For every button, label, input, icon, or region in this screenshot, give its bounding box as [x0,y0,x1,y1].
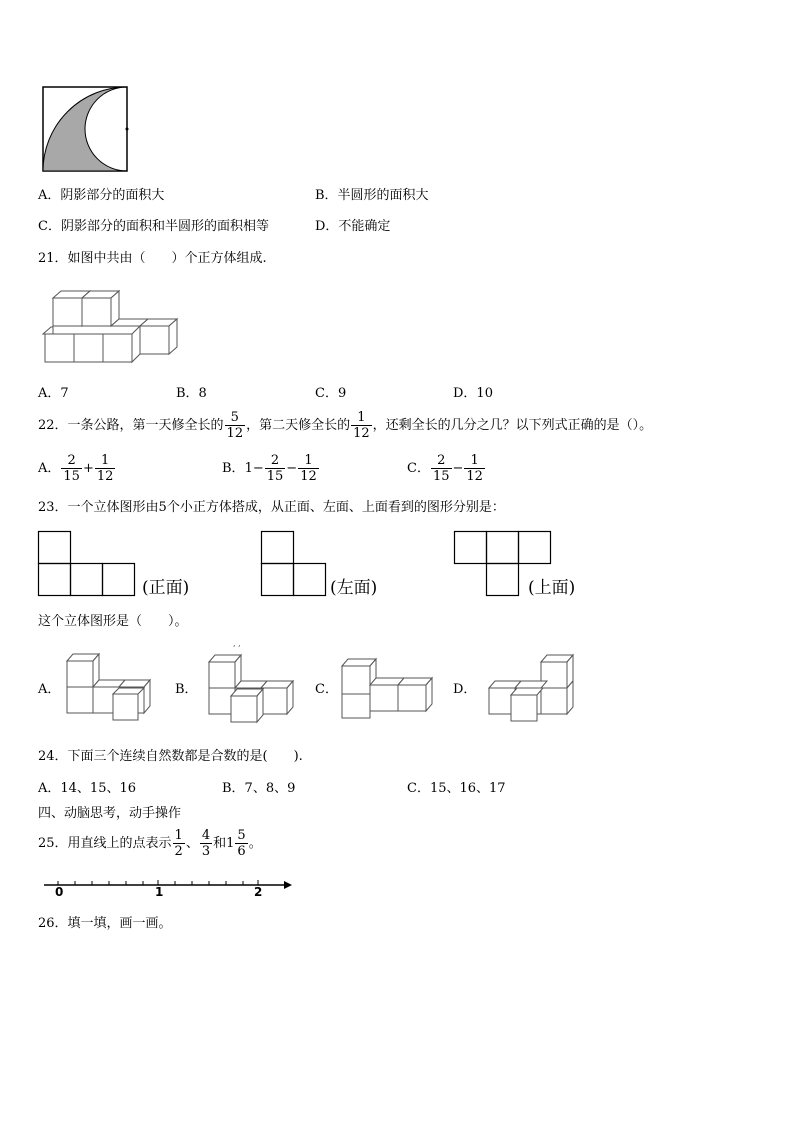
q21-stem: 21．如图中共由（ ）个正方体组成. [38,251,267,266]
q23-option-c-label: C． [315,682,338,697]
q23-top-label: (上面) [528,578,576,598]
q22-stem-part2: ，第二天修全长的 [246,417,351,433]
q25-label-2: 2 [254,885,263,899]
q25-fraction-1: $\frac{1}{2}$ [174,828,183,859]
q22-stem-part3: ，还剩全长的几分之几？以下列式正确的是（）。 [372,417,653,433]
q26-stem: 26．填一填，画一画。 [38,916,172,931]
q21-option-d: D．10 [453,386,493,401]
q21-option-a: A．7 [38,386,69,401]
q24-option-b: B．7、8、9 [222,781,296,796]
q25-label-0: 0 [55,885,64,899]
q23-stem: 23．一个立体图形由5个小正方体搭成，从正面、左面、上面看到的图形分别是： [38,500,505,515]
q23-option-a-figure [63,652,158,722]
q25-fraction-3: $\frac{5}{6}$ [237,828,246,859]
q23-option-b-figure [205,640,300,725]
q22-stem [38,410,652,441]
q24-option-c: C．15、16、17 [407,781,506,796]
q23-front-view [38,531,138,597]
q25-label-1: 1 [155,885,164,899]
q23-option-b-label: B． [175,682,198,697]
q25-fraction-2: $\frac{4}{3}$ [201,828,211,859]
q22-fraction-2: $\frac{1}{12}$ [353,410,370,441]
q23-question: 这个立体图形是（ ）。 [38,614,188,629]
q25-stem: 25．用直线上的点表示 $\frac{1}{2}$ 、 $\frac{4}{3}$ 和1 $\frac{5}{6}$ 。 [38,828,262,859]
q23-option-d-figure [485,652,580,727]
q21-option-b: B．8 [176,386,207,401]
q20-option-c: C．阴影部分的面积和半圆形的面积相等 [38,219,269,234]
q22-option-b: B．1− $\frac{2}{15}$ − $\frac{1}{12}$ [222,453,317,484]
q23-left-label: (左面) [330,578,378,598]
q22-option-a: A． $\frac{2}{15}$ + $\frac{1}{12}$ [38,453,114,484]
q23-front-label: (正面) [142,578,190,598]
q23-option-d-label: D． [453,682,477,697]
q20-option-d: D．不能确定 [315,219,391,234]
q21-option-c: C．9 [315,386,347,401]
q21-cube-figure [42,290,187,365]
q24-option-a: A．14、15、16 [38,781,137,796]
q22-fraction-1: $\frac{5}{12}$ [226,410,244,441]
q22-option-c: C． $\frac{2}{15}$ − $\frac{1}{12}$ [407,453,483,484]
q20-figure [40,84,130,174]
q24-stem: 24．下面三个连续自然数都是合数的是( ). [38,749,303,764]
section-4-title: 四、动脑思考，动手操作 [38,806,182,821]
q20-option-a: A．阴影部分的面积大 [38,188,165,203]
svg-text:, ,: , , [233,639,241,648]
q22-stem-part1: 22．一条公路，第一天修全长的 [38,417,224,433]
q23-left-view [261,531,331,597]
q23-option-a-label: A． [38,682,61,697]
q20-option-b: B．半圆形的面积大 [315,188,429,203]
q23-option-c-figure [338,652,438,722]
